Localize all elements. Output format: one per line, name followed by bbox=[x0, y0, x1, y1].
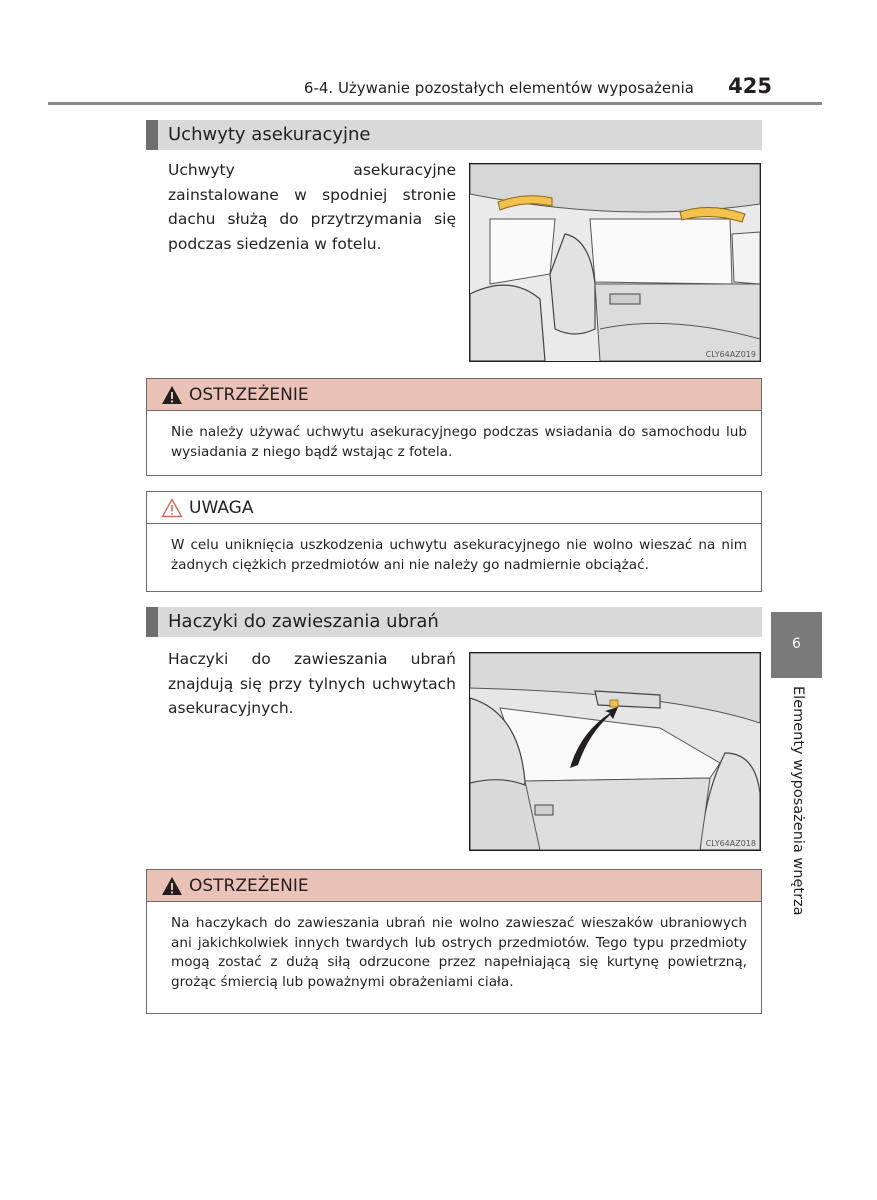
figure-assist-grips bbox=[469, 163, 761, 362]
warning-triangle-icon bbox=[161, 876, 183, 896]
section-title-coat-hooks: Haczyki do zawieszania ubrań bbox=[146, 607, 762, 637]
chapter-tab-number: 6 bbox=[792, 636, 801, 652]
figure-code: CLY64AZ019 bbox=[705, 350, 756, 359]
caution-header bbox=[147, 492, 761, 524]
chapter-tab-label: Elementy wyposażenia wnętrza bbox=[790, 686, 806, 916]
figure-code: CLY64AZ018 bbox=[705, 839, 756, 848]
caution-triangle-icon bbox=[161, 498, 183, 518]
warning-triangle-icon bbox=[161, 385, 183, 405]
warning-text: Nie należy używać uchwytu asekuracyjnego podczas wsiadania do samochodu lub wysiadania z niego bądź wstając z fotela. bbox=[171, 424, 747, 460]
section-text-assist-grips: Uchwyty asekuracyjne zainstalowane w spodniej stronie dachu służą do przytrzymania się podczas siedzenia w fotelu. bbox=[168, 161, 456, 253]
page-number: 425 bbox=[728, 74, 772, 98]
car-interior-hook-illustration bbox=[470, 653, 760, 850]
warning-header bbox=[147, 379, 761, 411]
warning-header bbox=[147, 870, 761, 902]
section-text-coat-hooks: Haczyki do zawieszania ubrań znajdują się przy tylnych uchwytach asekuracyjnych. bbox=[168, 650, 456, 717]
header-divider bbox=[48, 102, 822, 105]
warning-label: OSTRZEŻENIE bbox=[189, 875, 309, 896]
chapter-title: 6-4. Używanie pozostałych elementów wyposażenia bbox=[303, 79, 694, 97]
figure-coat-hooks bbox=[469, 652, 761, 851]
warning-box-coat-hooks bbox=[146, 869, 762, 1014]
chapter-tab bbox=[771, 612, 822, 678]
page-header bbox=[48, 72, 822, 102]
warning-text: Na haczykach do zawieszania ubrań nie wolno zawieszać wieszaków ubraniowych ani jakichkolwiek innych twardych lub ostrych przedmiotów. Tego typu przedmioty mogą zostać z dużą siłą odrzucone przez napełniającą się kurtynę powietrzną, grożąc śmiercią lub poważnymi obrażeniami ciała. bbox=[171, 915, 747, 990]
car-interior-grips-illustration bbox=[470, 164, 760, 361]
caution-text: W celu uniknięcia uszkodzenia uchwytu asekuracyjnego nie wolno wieszać na nim żadnych ciężkich przedmiotów ani nie należy go nadmiernie obciążać. bbox=[171, 537, 747, 573]
section-title-assist-grips: Uchwyty asekuracyjne bbox=[146, 120, 762, 150]
warning-box-grips bbox=[146, 378, 762, 476]
warning-label: OSTRZEŻENIE bbox=[189, 384, 309, 405]
caution-box-grips bbox=[146, 491, 762, 592]
caution-label: UWAGA bbox=[189, 497, 254, 518]
